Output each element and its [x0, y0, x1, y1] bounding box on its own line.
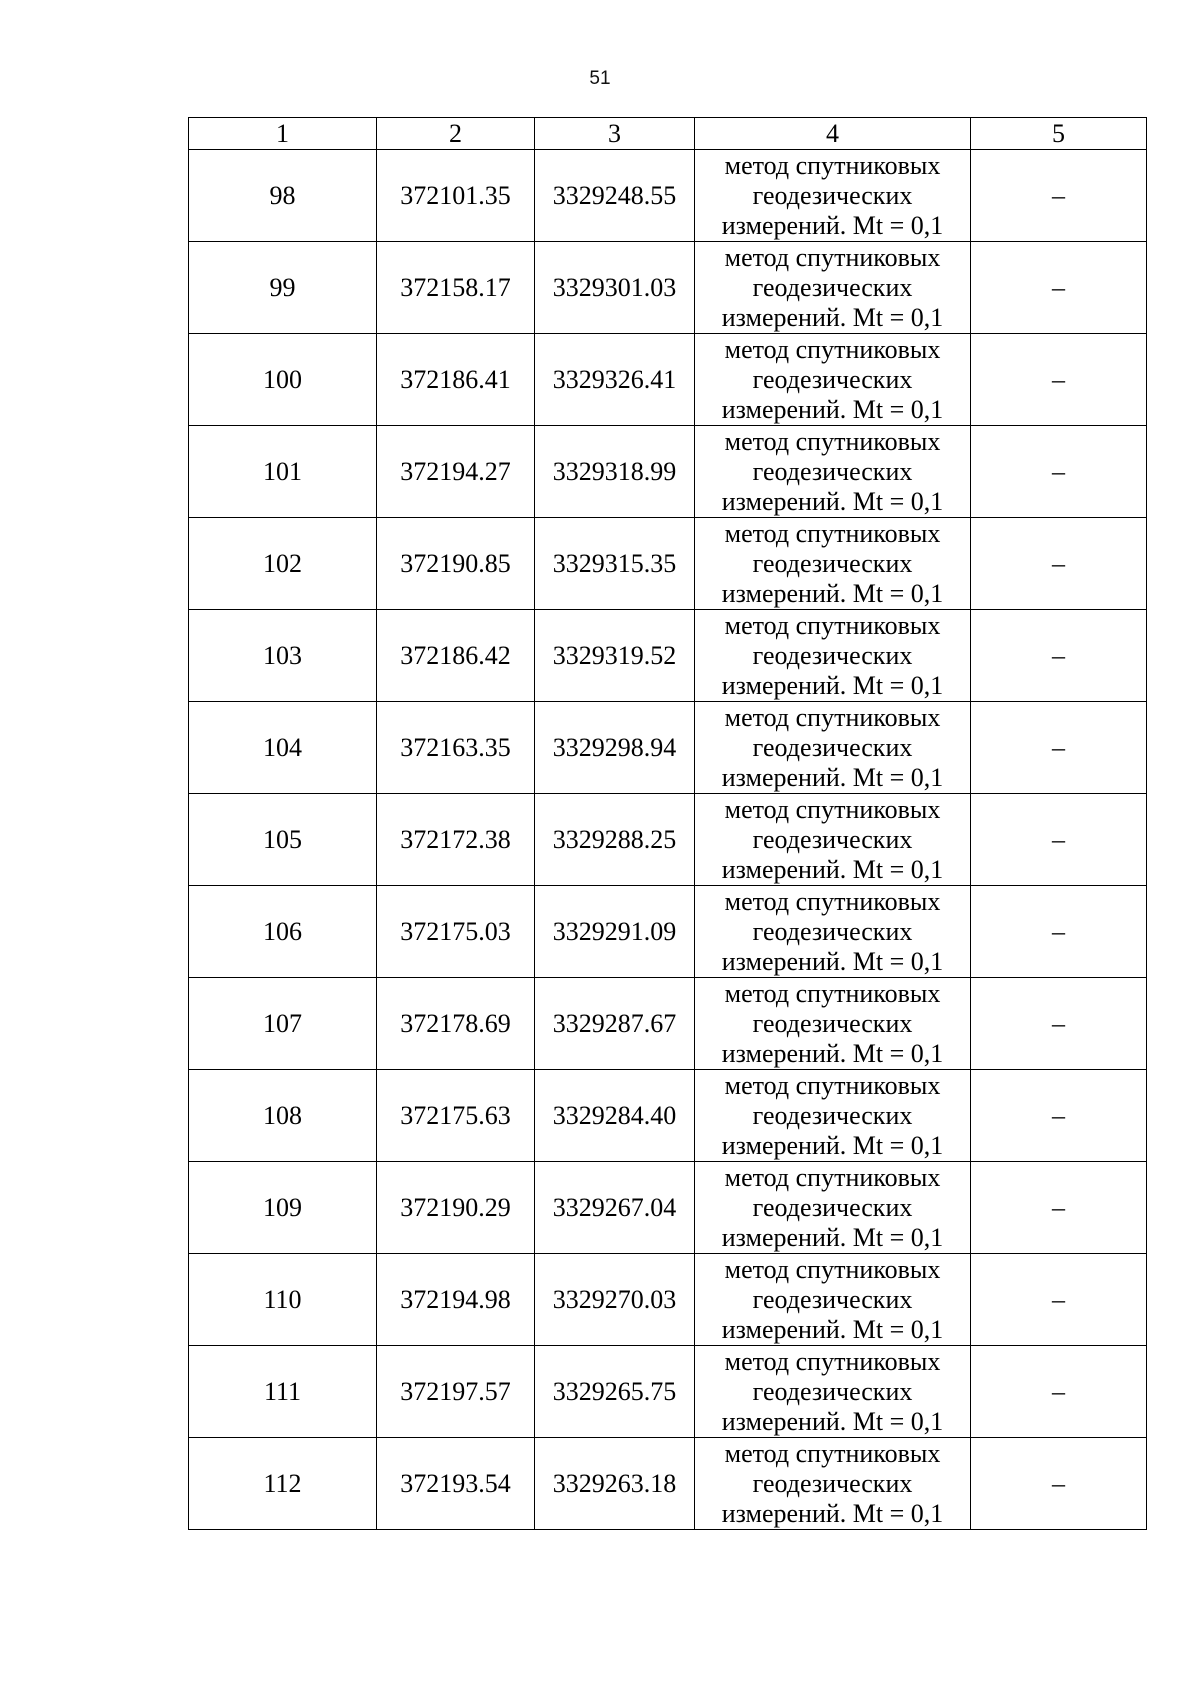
header-col-3: 3: [535, 118, 695, 150]
table-row: [189, 426, 1147, 518]
note-cell: –: [971, 1438, 1147, 1530]
method-line: измерений. Mt = 0,1: [721, 946, 944, 976]
y-coordinate-cell: 3329301.03: [535, 242, 695, 334]
method-line: измерений. Mt = 0,1: [721, 762, 944, 792]
note-cell: –: [971, 794, 1147, 886]
y-coordinate-cell: 3329298.94: [535, 702, 695, 794]
point-number-cell: 99: [189, 242, 377, 334]
method-cell: [695, 886, 971, 978]
method-line: метод спутниковых: [724, 1438, 941, 1468]
x-coordinate-cell: 372175.03: [377, 886, 535, 978]
note-cell: –: [971, 242, 1147, 334]
x-coordinate-cell: 372101.35: [377, 150, 535, 242]
method-line: геодезических: [752, 640, 913, 670]
method-line: метод спутниковых: [724, 518, 941, 548]
method-cell: [695, 1254, 971, 1346]
table-row: [189, 242, 1147, 334]
y-coordinate-cell: 3329248.55: [535, 150, 695, 242]
point-number-cell: 104: [189, 702, 377, 794]
note-cell: –: [971, 334, 1147, 426]
method-line: метод спутниковых: [724, 334, 941, 364]
method-cell: [695, 518, 971, 610]
x-coordinate-cell: 372172.38: [377, 794, 535, 886]
method-line: метод спутниковых: [724, 1070, 941, 1100]
note-cell: –: [971, 426, 1147, 518]
point-number-cell: 105: [189, 794, 377, 886]
y-coordinate-cell: 3329318.99: [535, 426, 695, 518]
note-cell: –: [971, 610, 1147, 702]
header-row: [189, 118, 1147, 150]
table-row: [189, 886, 1147, 978]
table-row: [189, 1438, 1147, 1530]
header-col-1: 1: [189, 118, 377, 150]
note-cell: –: [971, 978, 1147, 1070]
method-line: измерений. Mt = 0,1: [721, 854, 944, 884]
point-number-cell: 110: [189, 1254, 377, 1346]
table-row: [189, 702, 1147, 794]
method-line: метод спутниковых: [724, 702, 941, 732]
x-coordinate-cell: 372194.27: [377, 426, 535, 518]
table-row: [189, 978, 1147, 1070]
method-line: измерений. Mt = 0,1: [721, 578, 944, 608]
method-line: измерений. Mt = 0,1: [721, 302, 944, 332]
y-coordinate-cell: 3329287.67: [535, 978, 695, 1070]
note-cell: –: [971, 1346, 1147, 1438]
method-line: метод спутниковых: [724, 1162, 941, 1192]
method-line: метод спутниковых: [724, 610, 941, 640]
table-row: [189, 334, 1147, 426]
note-cell: –: [971, 1070, 1147, 1162]
method-cell: [695, 794, 971, 886]
method-cell: [695, 150, 971, 242]
point-number-cell: 100: [189, 334, 377, 426]
method-cell: [695, 1162, 971, 1254]
coordinates-table: [188, 117, 1147, 1530]
method-cell: [695, 978, 971, 1070]
x-coordinate-cell: 372158.17: [377, 242, 535, 334]
x-coordinate-cell: 372190.85: [377, 518, 535, 610]
y-coordinate-cell: 3329319.52: [535, 610, 695, 702]
method-cell: [695, 702, 971, 794]
y-coordinate-cell: 3329270.03: [535, 1254, 695, 1346]
table-row: [189, 518, 1147, 610]
method-line: измерений. Mt = 0,1: [721, 210, 944, 240]
x-coordinate-cell: 372175.63: [377, 1070, 535, 1162]
x-coordinate-cell: 372194.98: [377, 1254, 535, 1346]
note-cell: –: [971, 886, 1147, 978]
y-coordinate-cell: 3329263.18: [535, 1438, 695, 1530]
method-line: измерений. Mt = 0,1: [721, 1314, 944, 1344]
method-line: измерений. Mt = 0,1: [721, 1038, 944, 1068]
method-line: геодезических: [752, 456, 913, 486]
x-coordinate-cell: 372193.54: [377, 1438, 535, 1530]
method-line: геодезических: [752, 1468, 913, 1498]
x-coordinate-cell: 372197.57: [377, 1346, 535, 1438]
y-coordinate-cell: 3329265.75: [535, 1346, 695, 1438]
method-line: геодезических: [752, 180, 913, 210]
method-line: метод спутниковых: [724, 242, 941, 272]
y-coordinate-cell: 3329267.04: [535, 1162, 695, 1254]
point-number-cell: 109: [189, 1162, 377, 1254]
method-line: метод спутниковых: [724, 886, 941, 916]
x-coordinate-cell: 372186.41: [377, 334, 535, 426]
method-line: геодезических: [752, 548, 913, 578]
point-number-cell: 107: [189, 978, 377, 1070]
y-coordinate-cell: 3329284.40: [535, 1070, 695, 1162]
method-line: измерений. Mt = 0,1: [721, 670, 944, 700]
note-cell: –: [971, 150, 1147, 242]
method-cell: [695, 1346, 971, 1438]
method-line: геодезических: [752, 1284, 913, 1314]
header-col-4: 4: [695, 118, 971, 150]
note-cell: –: [971, 518, 1147, 610]
point-number-cell: 98: [189, 150, 377, 242]
note-cell: –: [971, 1162, 1147, 1254]
table-header: [189, 118, 1147, 150]
method-line: измерений. Mt = 0,1: [721, 1406, 944, 1436]
table-row: [189, 1346, 1147, 1438]
method-line: метод спутниковых: [724, 794, 941, 824]
method-line: геодезических: [752, 824, 913, 854]
table-row: [189, 1254, 1147, 1346]
x-coordinate-cell: 372190.29: [377, 1162, 535, 1254]
method-line: метод спутниковых: [724, 150, 941, 180]
method-cell: [695, 334, 971, 426]
y-coordinate-cell: 3329291.09: [535, 886, 695, 978]
y-coordinate-cell: 3329326.41: [535, 334, 695, 426]
method-cell: [695, 426, 971, 518]
method-line: геодезических: [752, 1008, 913, 1038]
table-row: [189, 610, 1147, 702]
method-line: геодезических: [752, 732, 913, 762]
note-cell: –: [971, 702, 1147, 794]
x-coordinate-cell: 372163.35: [377, 702, 535, 794]
y-coordinate-cell: 3329288.25: [535, 794, 695, 886]
header-col-2: 2: [377, 118, 535, 150]
method-line: метод спутниковых: [724, 1254, 941, 1284]
table-row: [189, 1162, 1147, 1254]
point-number-cell: 111: [189, 1346, 377, 1438]
method-line: геодезических: [752, 1376, 913, 1406]
method-line: измерений. Mt = 0,1: [721, 486, 944, 516]
method-line: геодезических: [752, 364, 913, 394]
header-col-5: 5: [971, 118, 1147, 150]
table-row: [189, 150, 1147, 242]
method-line: геодезических: [752, 1192, 913, 1222]
method-cell: [695, 1438, 971, 1530]
point-number-cell: 112: [189, 1438, 377, 1530]
x-coordinate-cell: 372186.42: [377, 610, 535, 702]
note-cell: –: [971, 1254, 1147, 1346]
method-cell: [695, 242, 971, 334]
method-line: измерений. Mt = 0,1: [721, 1222, 944, 1252]
x-coordinate-cell: 372178.69: [377, 978, 535, 1070]
y-coordinate-cell: 3329315.35: [535, 518, 695, 610]
method-line: метод спутниковых: [724, 1346, 941, 1376]
point-number-cell: 106: [189, 886, 377, 978]
method-line: измерений. Mt = 0,1: [721, 1498, 944, 1528]
table-body: [189, 150, 1147, 1530]
point-number-cell: 102: [189, 518, 377, 610]
method-cell: [695, 610, 971, 702]
method-cell: [695, 1070, 971, 1162]
method-line: метод спутниковых: [724, 426, 941, 456]
method-line: геодезических: [752, 916, 913, 946]
table-row: [189, 794, 1147, 886]
method-line: геодезических: [752, 272, 913, 302]
method-line: измерений. Mt = 0,1: [721, 1130, 944, 1160]
method-line: геодезических: [752, 1100, 913, 1130]
point-number-cell: 108: [189, 1070, 377, 1162]
table-row: [189, 1070, 1147, 1162]
page-number: 51: [589, 68, 611, 89]
method-line: метод спутниковых: [724, 978, 941, 1008]
point-number-cell: 101: [189, 426, 377, 518]
method-line: измерений. Mt = 0,1: [721, 394, 944, 424]
point-number-cell: 103: [189, 610, 377, 702]
